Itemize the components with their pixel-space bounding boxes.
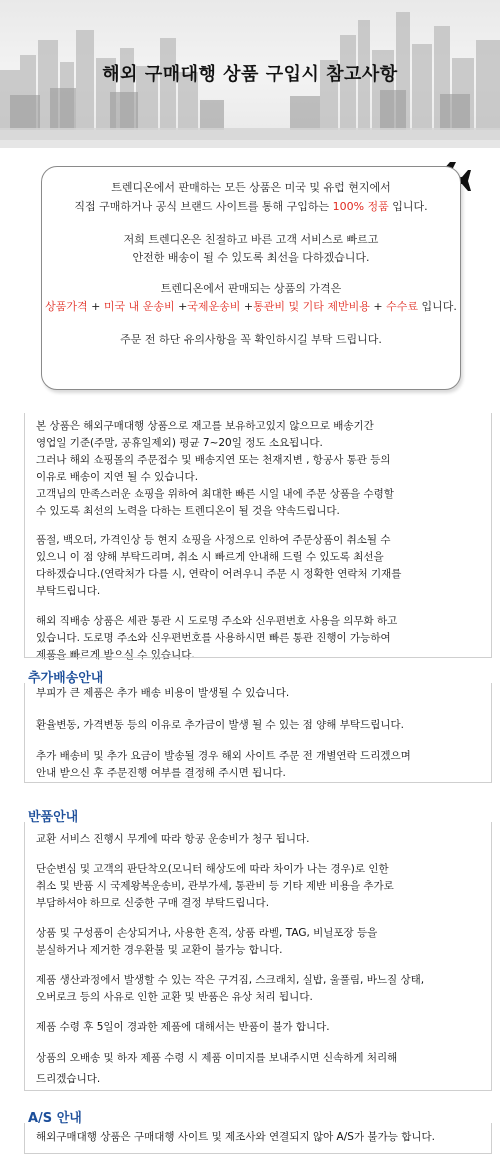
intro-line: [42, 198, 460, 216]
plus-sign: +: [240, 300, 254, 313]
list-item: 부피가 큰 제품은 추가 배송 비용이 발생될 수 있습니다.: [36, 687, 290, 699]
list-item: 제품 생산과정에서 발생할 수 있는 작은 구겨짐, 스크래치, 실밥, 울풀림, 바느질 상태,: [36, 974, 425, 986]
list-item: 품절, 백오더, 가격인상 등 현지 쇼핑을 사정으로 인하여 주문상품이 취소될 수: [36, 534, 391, 546]
list-item: 드리겠습니다.: [36, 1073, 101, 1085]
list-item: 이유로 배송이 지연 될 수 있습니다.: [36, 471, 199, 483]
header-banner: [0, 0, 500, 148]
list-item: 있으니 이 점 양해 부탁드리며, 취소 시 빠르게 안내해 드릴 수 있도록 최선을: [36, 551, 384, 563]
intro-line: 트렌디온에서 판매되는 상품의 가격은: [160, 282, 342, 295]
price-part: 국제운송비: [187, 300, 241, 313]
section-title-as: A/S 안내: [28, 1111, 82, 1126]
intro-line: 저희 트렌디온은 친절하고 바른 고객 서비스로 빠르고: [123, 233, 379, 246]
list-item: 그러나 해외 쇼핑몰의 주문접수 및 배송지연 또는 천재지변 , 항공사 통관 등의: [36, 454, 391, 466]
list-item: 단순변심 및 고객의 판단착오(모니터 해상도에 따라 차이가 나는 경우)로 인한: [36, 863, 389, 875]
list-item: 제품 수령 후 5일이 경과한 제품에 대해서는 반품이 불가 합니다.: [36, 1021, 330, 1033]
genuine-highlight: 100% 정품: [332, 200, 389, 213]
intro-line: 안전한 배송이 될 수 있도록 최선을 다하겠습니다.: [132, 251, 370, 264]
intro-line: 트렌디온에서 판매하는 모든 상품은 미국 및 유럽 현지에서: [111, 181, 391, 194]
intro-text: 직접 구매하거나 공식 브랜드 사이트를 통해 구입하는: [74, 200, 333, 213]
list-item: 해외 직배송 상품은 세관 통관 시 도로명 주소와 신우편번호 사용을 의무화 하고: [36, 615, 398, 627]
list-item: 환율변동, 가격변동 등의 이유로 추가금이 발생 될 수 있는 점 양해 부탁드립니다.: [36, 719, 404, 731]
list-item: 오버로크 등의 사유로 인한 교환 및 반품은 유상 처리 됩니다.: [36, 991, 313, 1003]
intro-text: 입니다.: [418, 300, 457, 313]
list-item: 취소 및 반품 시 국제왕복운송비, 관부가세, 통관비 등 기타 제반 비용을 추가로: [36, 880, 394, 892]
list-item: 부탁드립니다.: [36, 585, 101, 597]
section-title-returns: 반품안내: [28, 810, 79, 825]
list-item: 영업일 기준(주말, 공휴일제외) 평균 7~20일 정도 소요됩니다.: [36, 437, 323, 449]
list-item: 부담하셔야 하므로 신중한 구매 결정 부탁드립니다.: [36, 897, 270, 909]
list-item: 수 있도록 최선의 노력을 다하는 트렌디온이 될 것을 약속드립니다.: [36, 505, 340, 517]
list-item: 해외구매대행 상품은 구매대행 사이트 및 제조사와 연결되지 않아 A/S가 불가능 합니다.: [36, 1131, 435, 1143]
list-item: 고객님의 만족스러운 쇼핑을 위하여 최대한 빠른 시일 내에 주문 상품을 수령할: [36, 488, 394, 500]
intro-box: [41, 166, 461, 390]
list-item: 다하겠습니다.(연락처가 다를 시, 연락이 어려우니 주문 시 정확한 연락처 기재를: [36, 568, 402, 580]
list-item: 분실하거나 제거한 경우환불 및 교환이 불가능 합니다.: [36, 944, 283, 956]
price-breakdown: [42, 298, 460, 316]
list-item: 안내 받으신 후 주문진행 여부를 결정해 주시면 됩니다.: [36, 767, 286, 779]
section-frame: [24, 413, 492, 658]
list-item: 교환 서비스 진행시 무게에 따라 항공 운송비가 청구 됩니다.: [36, 833, 310, 845]
list-item: 본 상품은 해외구매대행 상품으로 재고를 보유하고있지 않으므로 배송기간: [36, 420, 374, 432]
intro-line: 주문 전 하단 유의사항을 꼭 확인하시길 부탁 드립니다.: [120, 333, 382, 346]
intro-text: 입니다.: [388, 200, 428, 213]
list-item: 있습니다. 도로명 주소와 신우편번호를 사용하시면 빠른 통관 진행이 가능하여: [36, 632, 391, 644]
plus-sign: +: [87, 300, 104, 313]
list-item: 상품 및 구성품이 손상되거나, 사용한 흔적, 상품 라벨, TAG, 비닐포장 등을: [36, 927, 378, 939]
price-part: 수수료: [386, 300, 419, 313]
plus-sign: +: [174, 300, 188, 313]
list-item: 상품의 오배송 및 하자 제품 수령 시 제품 이미지를 보내주시면 신속하게 처리해: [36, 1052, 398, 1064]
section-title-additional-shipping: 추가배송안내: [28, 671, 104, 686]
page-title: 해외 구매대행 상품 구입시 참고사항: [102, 64, 398, 85]
list-item: 추가 배송비 및 추가 요금이 발송될 경우 해외 사이트 주문 전 개별연락 드리겠으며: [36, 750, 411, 762]
list-item: 제품을 빠르게 받으실 수 있습니다.: [36, 649, 195, 661]
price-part: 미국 내 운송비: [103, 300, 175, 313]
plus-sign: +: [369, 300, 387, 313]
price-part: 상품가격: [45, 300, 88, 313]
price-part: 통관비 및 기타 제반비용: [253, 300, 370, 313]
